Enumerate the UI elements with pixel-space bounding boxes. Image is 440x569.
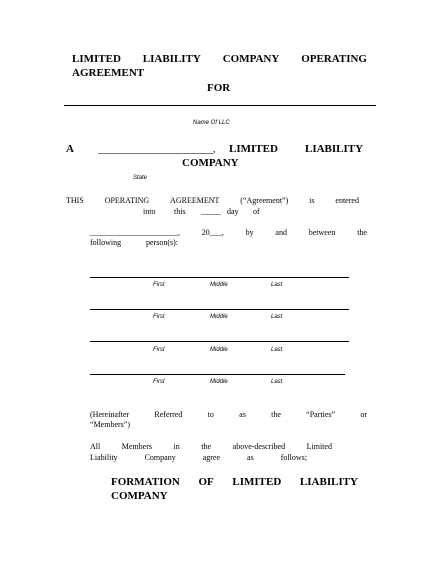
title-for: FOR <box>207 82 231 94</box>
heading-word: FORMATION <box>111 476 180 488</box>
section-heading-line-1 <box>111 476 358 489</box>
para1-word: person(s): <box>146 238 178 247</box>
para-word: Liability <box>90 453 118 462</box>
last-caption: Last <box>271 347 283 353</box>
para-word: THIS <box>66 196 84 205</box>
first-caption: First <box>153 347 165 353</box>
name-of-llc-caption: Name Of LLC <box>193 120 230 126</box>
middle-caption: Middle <box>210 347 228 353</box>
title-word: COMPANY <box>222 53 280 65</box>
heading-word: OF <box>198 476 214 488</box>
para3-line1 <box>90 442 332 452</box>
year-blank: 20___, <box>201 228 224 237</box>
title-word: OPERATING <box>301 53 367 65</box>
para-word: the <box>271 410 281 419</box>
para1-word: day <box>227 207 239 216</box>
para-word: is <box>309 196 315 205</box>
para-word: as <box>239 410 246 419</box>
para-word: in <box>173 442 180 451</box>
para-word: and <box>275 228 287 237</box>
heading-word: LIMITED <box>232 476 282 488</box>
section-heading-line-2: COMPANY <box>111 490 168 502</box>
member-name-line-2 <box>90 309 349 310</box>
title-word: LIMITED <box>72 53 121 65</box>
para-word: as <box>247 453 254 462</box>
para-word: “Parties” <box>306 410 336 419</box>
para-word: the <box>201 442 212 451</box>
member-name-line-4 <box>90 374 345 375</box>
last-caption: Last <box>271 282 283 288</box>
member-name-line-1 <box>90 277 349 278</box>
para-word: (“Agreement”) <box>240 196 289 205</box>
para1-word: into <box>143 207 156 216</box>
para-word: Limited <box>306 442 332 451</box>
member-name-line-3 <box>90 341 349 342</box>
para1-line1 <box>66 196 359 206</box>
para1-word: of <box>253 207 260 216</box>
last-caption: Last <box>271 379 283 385</box>
company-line-company: COMPANY <box>182 157 239 169</box>
para-word: (Hereinafter <box>90 410 130 419</box>
para-word: Company <box>144 453 176 462</box>
para1-word: this <box>174 207 186 216</box>
para-word: OPERATING <box>104 196 150 205</box>
para-word: to <box>207 410 214 419</box>
day-blank: _____ <box>201 207 221 216</box>
document-title-line-2: AGREEMENT <box>72 67 145 79</box>
para-word: Referred <box>154 410 183 419</box>
para-word: or <box>360 410 367 419</box>
middle-caption: Middle <box>210 314 228 320</box>
title-word: LIABILITY <box>142 53 201 65</box>
para-word: entered <box>335 196 359 205</box>
company-line-a: A <box>66 143 74 155</box>
document-title-line-1 <box>72 53 367 66</box>
para2-line1 <box>90 410 367 420</box>
para-word: the <box>357 228 367 237</box>
para-word: agree <box>202 453 221 462</box>
middle-caption: Middle <box>210 282 228 288</box>
state-caption: State <box>133 175 148 181</box>
para-word: above‐described <box>232 442 286 451</box>
llc-name-underline <box>64 105 376 106</box>
company-line-limited: LIMITED <box>229 143 278 155</box>
first-caption: First <box>153 314 165 320</box>
para2-line2: “Members”) <box>90 420 130 429</box>
month-blank: ______________________, <box>90 228 180 237</box>
last-caption: Last <box>271 314 283 320</box>
para-word: All <box>90 442 101 451</box>
para-word: Members <box>121 442 152 451</box>
para1-word: following <box>90 238 122 247</box>
company-line-liability: LIABILITY <box>305 143 364 155</box>
first-caption: First <box>153 379 165 385</box>
state-blank: _______________________, <box>98 144 216 155</box>
para3-line2 <box>90 453 307 463</box>
para-word: AGREEMENT <box>170 196 220 205</box>
first-caption: First <box>153 282 165 288</box>
heading-word: LIABILITY <box>299 476 358 488</box>
para1-line3 <box>90 228 367 238</box>
middle-caption: Middle <box>210 379 228 385</box>
para-word: between <box>308 228 336 237</box>
para-word: by <box>245 228 254 237</box>
para-word: follows; <box>280 453 307 462</box>
